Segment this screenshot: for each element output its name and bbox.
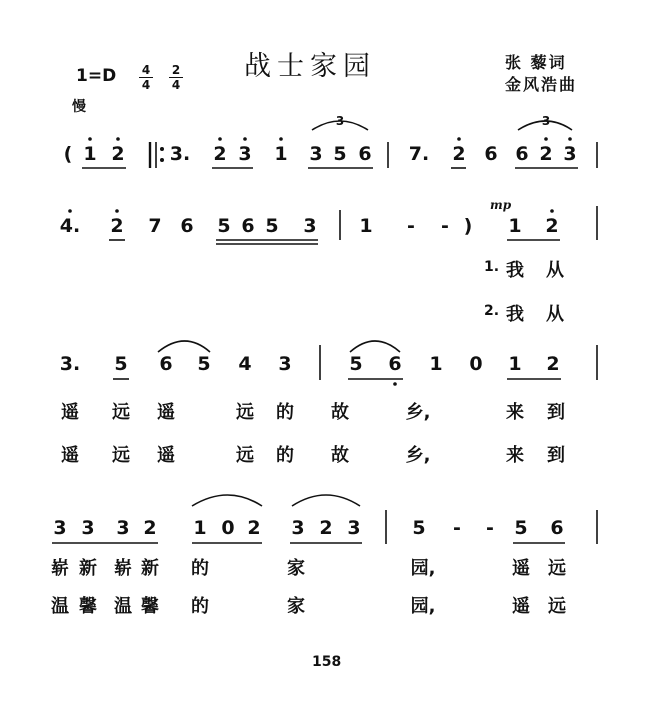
lyric-word: 遥 <box>157 445 175 466</box>
lyric-word: 遥 <box>512 558 530 579</box>
repeat-dot <box>160 147 164 151</box>
repeat-dot <box>160 158 164 162</box>
note: ) <box>463 215 473 237</box>
note: 4. <box>59 215 81 237</box>
lyric-word: 崭 <box>114 558 132 579</box>
note: 1 <box>508 353 522 375</box>
note: 3 <box>81 517 95 539</box>
lyric-word: 远 <box>112 402 130 423</box>
note: 3 <box>347 517 361 539</box>
lyric-word: 温 <box>51 596 69 617</box>
note: 5 <box>265 215 279 237</box>
lyric-word: 远 <box>236 402 254 423</box>
octave-dot <box>568 137 572 141</box>
slur <box>292 495 360 506</box>
octave-dot <box>218 137 222 141</box>
octave-dot <box>68 209 72 213</box>
note: ( <box>63 143 73 165</box>
lyric-word: 馨 <box>79 596 97 617</box>
lyric-word: 温 <box>114 596 132 617</box>
octave-dot <box>88 137 92 141</box>
verse-number: 1. <box>484 259 500 275</box>
composer-credit: 金风浩曲 <box>505 75 578 94</box>
lyric-word: 家 <box>287 558 305 579</box>
octave-dot <box>544 137 548 141</box>
note: 3 <box>291 517 305 539</box>
note: 5 <box>333 143 347 165</box>
note: 3 <box>238 143 252 165</box>
note: - <box>407 215 415 237</box>
lyric-word: 远 <box>112 445 130 466</box>
lyric-word: 从 <box>546 260 564 281</box>
note: 2 <box>143 517 157 539</box>
lyric-word: 遥 <box>512 596 530 617</box>
slur <box>350 341 400 352</box>
note: 2 <box>213 143 227 165</box>
note: 3 <box>563 143 577 165</box>
note: 3 <box>53 517 67 539</box>
slur <box>192 495 262 506</box>
lyric-word: 遥 <box>157 402 175 423</box>
note: 6 <box>241 215 255 237</box>
lyric-word: 新 <box>141 558 159 579</box>
note: 6 <box>550 517 564 539</box>
note: 6 <box>180 215 194 237</box>
note: - <box>453 517 461 539</box>
lyric-word: 远 <box>236 445 254 466</box>
note: 3 <box>303 215 317 237</box>
note: - <box>441 215 449 237</box>
lyric-word: 新 <box>79 558 97 579</box>
lyric-word: 乡, <box>405 445 431 466</box>
note: 2 <box>539 143 553 165</box>
lyric-word: 来 <box>506 402 524 423</box>
note: 0 <box>469 353 483 375</box>
lyric-word: 园, <box>410 558 436 579</box>
note: 7 <box>148 215 162 237</box>
note: 2 <box>110 215 124 237</box>
note: 6 <box>484 143 498 165</box>
note: 3 <box>309 143 323 165</box>
lyric-word: 远 <box>548 558 566 579</box>
time-sig-bottom: 4 <box>141 78 151 92</box>
triplet-number: 3 <box>541 114 551 128</box>
lyric-word: 我 <box>506 260 524 281</box>
time-sig-top: 2 <box>171 63 181 77</box>
lyric-word: 的 <box>191 558 209 579</box>
octave-dot <box>550 209 554 213</box>
note: 4 <box>238 353 252 375</box>
time-sig-top: 4 <box>141 63 151 77</box>
lyricist-credit: 张 藜词 <box>505 53 567 72</box>
lyric-word: 遥 <box>61 445 79 466</box>
note: 6 <box>388 353 402 375</box>
note: - <box>486 517 494 539</box>
lyric-word: 远 <box>548 596 566 617</box>
note: 3. <box>169 143 191 165</box>
note: 3 <box>116 517 130 539</box>
lyric-word: 故 <box>331 445 349 466</box>
note: 5 <box>514 517 528 539</box>
note: 1 <box>274 143 288 165</box>
dynamic-marking: mp <box>490 198 512 212</box>
note: 3. <box>59 353 81 375</box>
note: 5 <box>197 353 211 375</box>
note: 5 <box>412 517 426 539</box>
lyric-word: 园, <box>410 596 436 617</box>
note: 2 <box>546 353 560 375</box>
note: 2 <box>319 517 333 539</box>
lyric-word: 到 <box>547 445 565 466</box>
key-signature: 1=D <box>76 66 117 86</box>
note: 1 <box>193 517 207 539</box>
note: 5 <box>217 215 231 237</box>
note: 2 <box>452 143 466 165</box>
note: 3 <box>278 353 292 375</box>
note: 2 <box>545 215 559 237</box>
lyric-word: 的 <box>191 596 209 617</box>
lyric-word: 从 <box>546 304 564 325</box>
lyric-word: 的 <box>276 445 294 466</box>
triplet-number: 3 <box>335 114 345 128</box>
lyric-word: 到 <box>547 402 565 423</box>
lyric-word: 的 <box>276 402 294 423</box>
octave-dot <box>457 137 461 141</box>
lyric-word: 馨 <box>141 596 159 617</box>
verse-number: 2. <box>484 303 500 319</box>
note: 2 <box>111 143 125 165</box>
lyric-word: 崭 <box>51 558 69 579</box>
page-number: 158 <box>312 654 342 670</box>
lyric-word: 来 <box>506 445 524 466</box>
note: 2 <box>247 517 261 539</box>
note: 0 <box>221 517 235 539</box>
note: 1 <box>359 215 373 237</box>
tempo-marking: 慢 <box>72 99 86 115</box>
lyric-word: 我 <box>506 304 524 325</box>
note: 6 <box>159 353 173 375</box>
lyric-word: 家 <box>287 596 305 617</box>
slur <box>158 341 210 352</box>
note: 5 <box>114 353 128 375</box>
octave-dot <box>115 209 119 213</box>
note: 1 <box>508 215 522 237</box>
note: 5 <box>349 353 363 375</box>
lyric-word: 故 <box>331 402 349 423</box>
octave-dot <box>279 137 283 141</box>
lyric-word: 遥 <box>61 402 79 423</box>
octave-dot <box>393 382 397 386</box>
note: 7. <box>408 143 430 165</box>
note: 6 <box>358 143 372 165</box>
song-title: 战士家园 <box>244 51 376 82</box>
note: 1 <box>429 353 443 375</box>
lyric-word: 乡, <box>405 402 431 423</box>
octave-dot <box>116 137 120 141</box>
note: 1 <box>83 143 97 165</box>
note: 6 <box>515 143 529 165</box>
octave-dot <box>243 137 247 141</box>
time-sig-bottom: 4 <box>171 78 181 92</box>
